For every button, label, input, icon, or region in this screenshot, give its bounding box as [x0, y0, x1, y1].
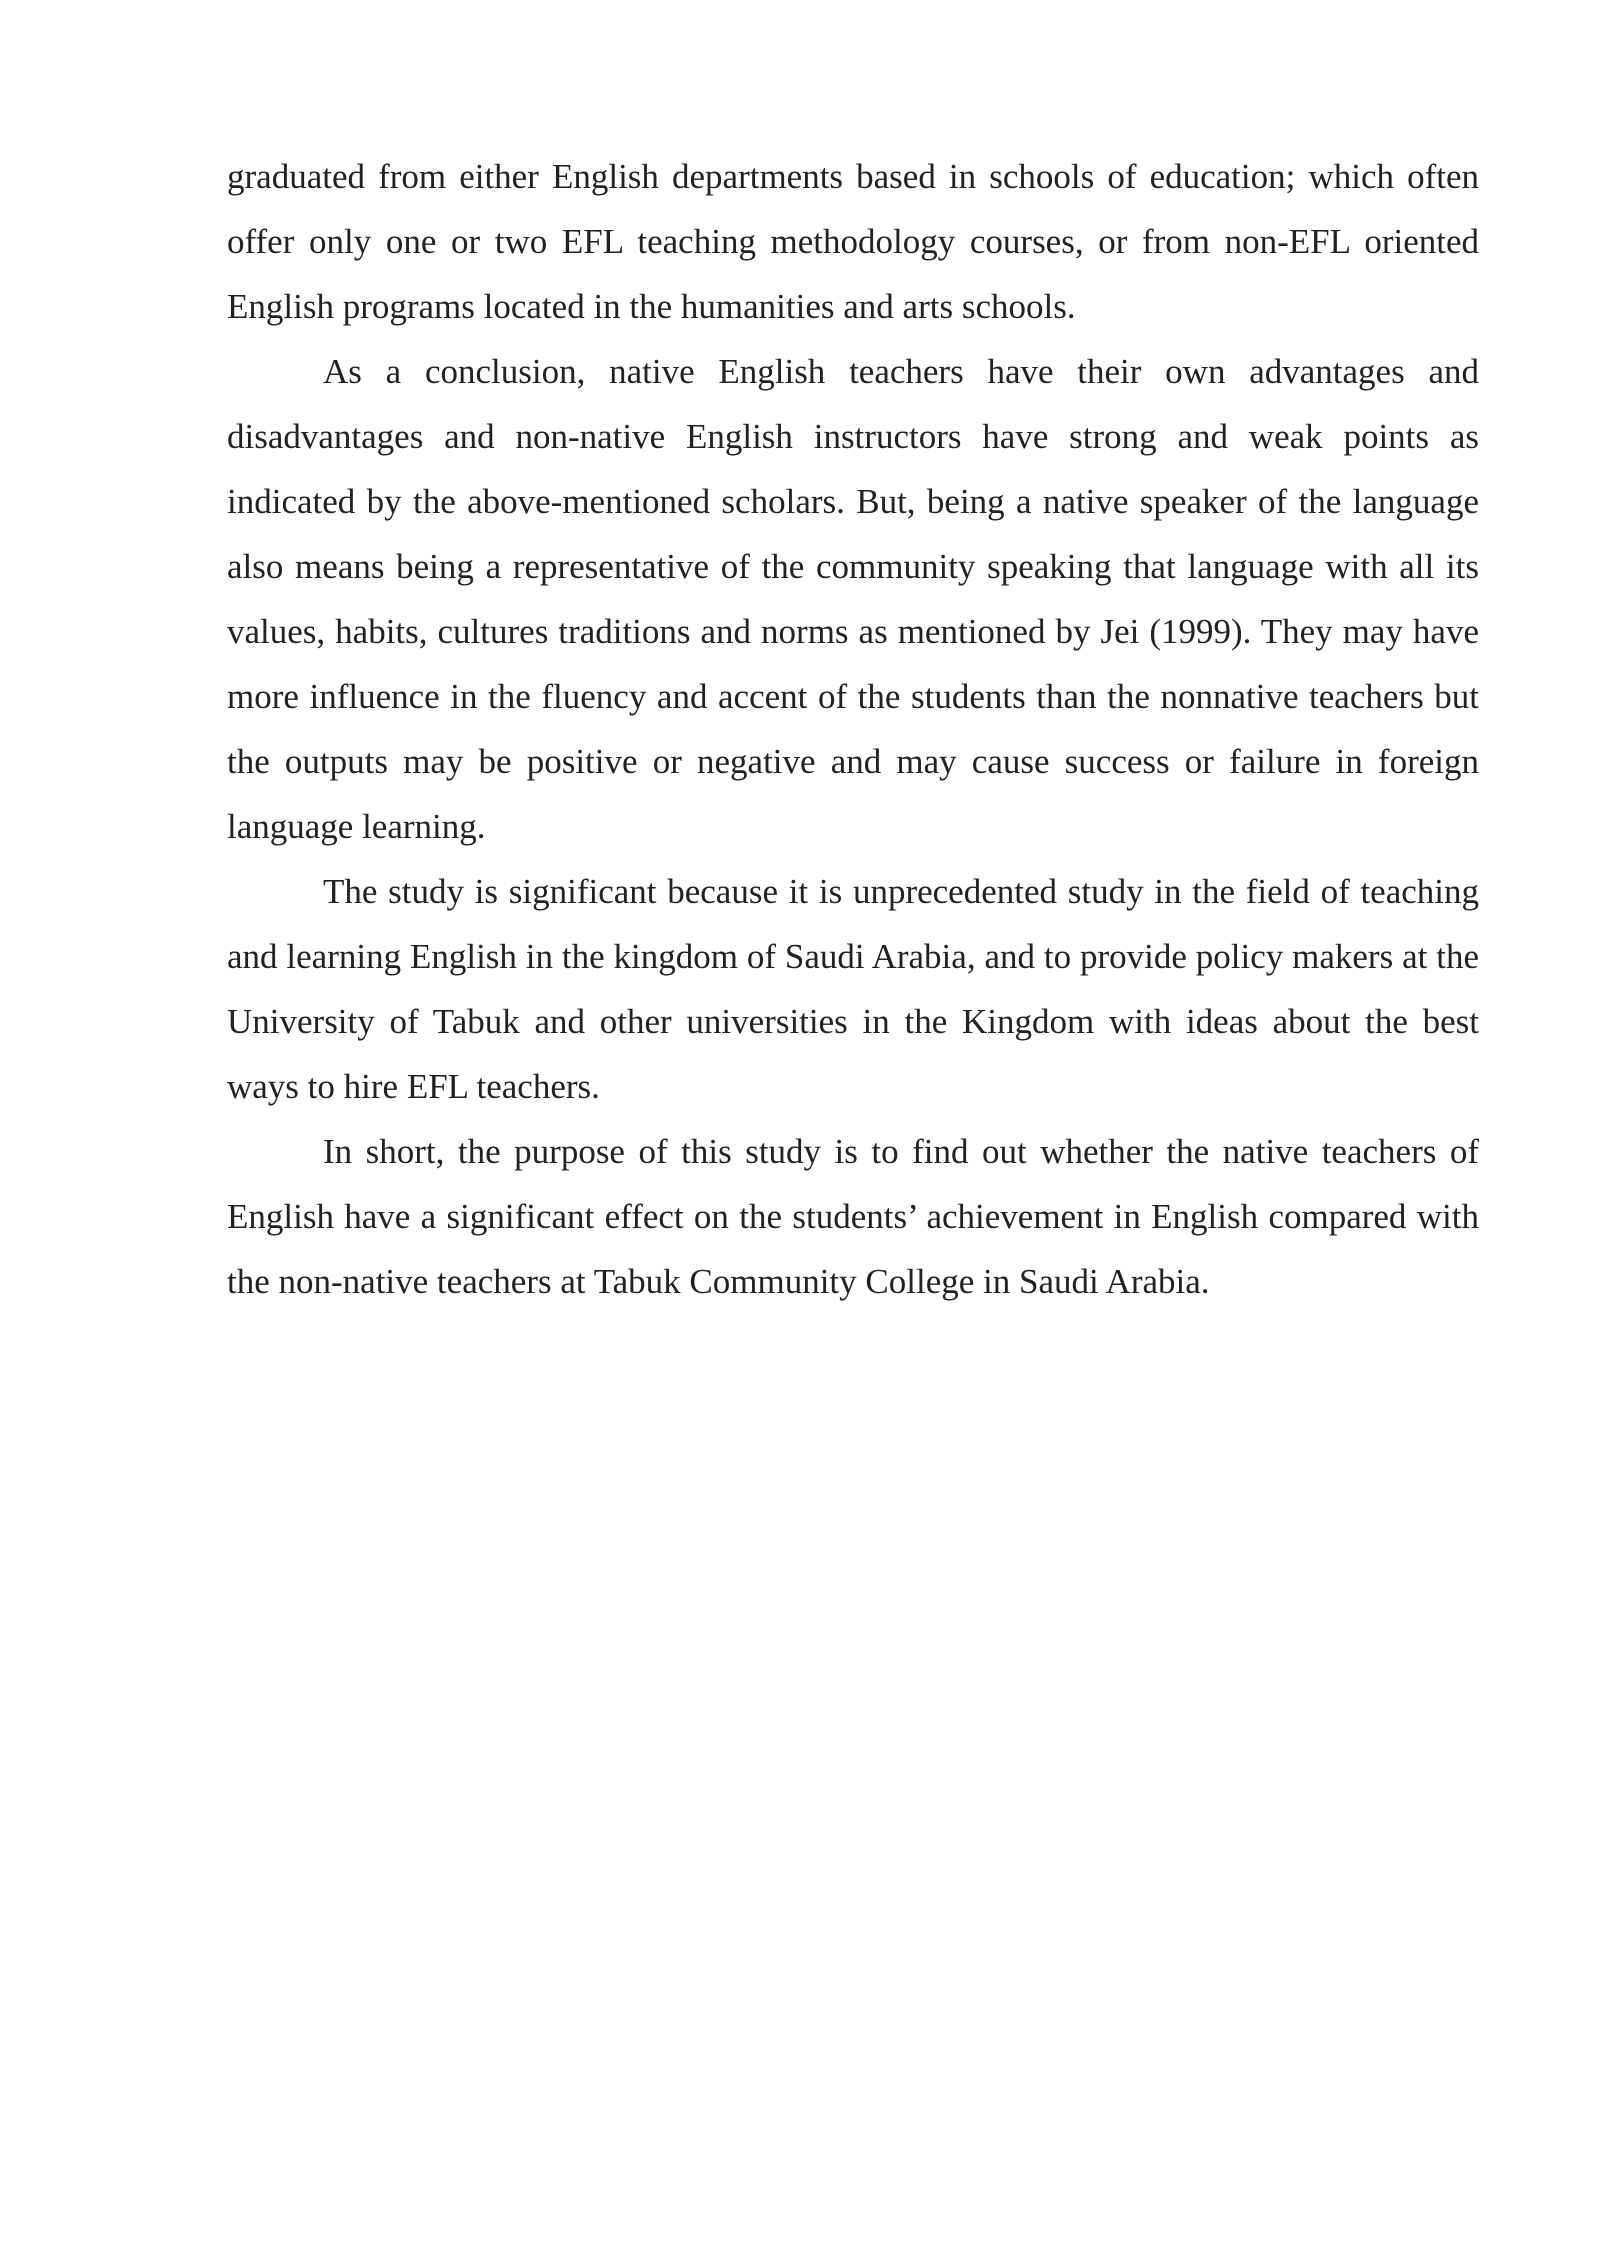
document-body — [227, 144, 1479, 1314]
paragraph-significance: The study is significant because it is unprecedented study in the field of teaching and learning English in the kingdom of Saudi Arabia, and to provide policy makers at the University of Tabuk and other universities in the Kingdom with ideas about the best ways to hire EFL teachers. — [227, 872, 1479, 1106]
paragraph-purpose: In short, the purpose of this study is to find out whether the native teachers of English have a significant effect on the students’ achievement in English compared with the non-native teachers at Tabuk Community College in Saudi Arabia. — [227, 1132, 1479, 1301]
paragraph-continuation: graduated from either English departments based in schools of education; which often offer only one or two EFL teaching methodology courses, or from non-EFL oriented English programs located in the humanities and arts schools. — [227, 157, 1479, 326]
paragraph-conclusion: As a conclusion, native English teachers have their own advantages and disadvantages and non-native English instructors have strong and weak points as indicated by the above-mentioned scholars. But, being a native speaker of the language also means being a representative of the community speaking that language with all its values, habits, cultures traditions and norms as mentioned by Jei (1999). They may have more influence in the fluency and accent of the students than the nonnative teachers but the outputs may be positive or negative and may cause success or failure in foreign language learning. — [227, 352, 1479, 846]
